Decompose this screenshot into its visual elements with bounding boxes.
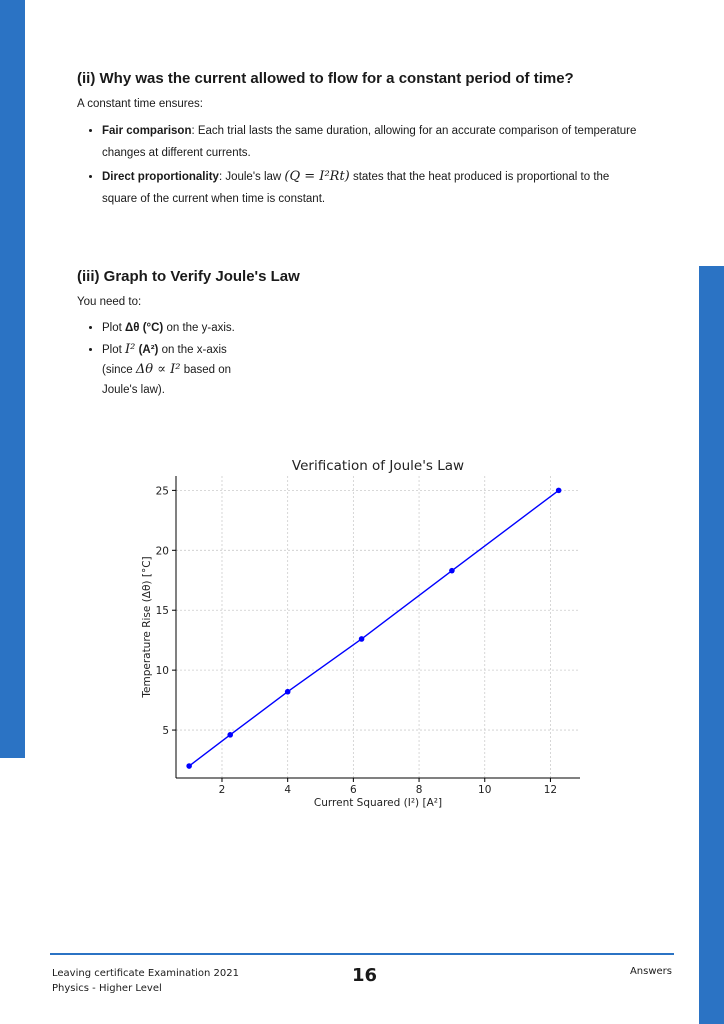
y-tick-label: 20	[155, 545, 169, 558]
data-point	[186, 763, 192, 769]
section-ii	[77, 68, 637, 212]
page-number: 16	[352, 965, 378, 986]
footer-answers-label: Answers	[629, 966, 672, 977]
math-formula: (Q = I²Rt)	[284, 169, 350, 184]
bullet-direct-proportionality	[102, 166, 637, 210]
bullet-bold: Direct proportionality	[102, 171, 219, 183]
data-point	[556, 488, 562, 494]
math-formula: I²	[125, 342, 136, 357]
bullet-bold: (A²)	[135, 344, 159, 356]
bullet-text: Plot	[102, 344, 126, 356]
y-tick-label: 5	[162, 725, 169, 738]
bullet-plot-x	[102, 340, 377, 400]
chart-title: Verification of Joule's Law	[291, 458, 465, 474]
x-axis-label: Current Squared (I²) [A²]	[313, 797, 443, 809]
section-iii-intro: You need to:	[77, 296, 142, 308]
section-ii-intro: A constant time ensures:	[77, 98, 203, 110]
series-line	[189, 490, 559, 766]
x-tick-label: 10	[478, 784, 492, 796]
math-formula: Δθ ∝ I²	[135, 362, 181, 377]
left-accent-bar	[0, 0, 25, 758]
section-ii-bullets	[77, 120, 637, 210]
section-iii-heading: (iii) Graph to Verify Joule's Law	[77, 268, 300, 285]
bullet-text: based on	[180, 364, 232, 376]
bullet-plot-y	[102, 318, 377, 338]
x-tick-label: 4	[284, 784, 292, 796]
footer-exam-title: Leaving certificate Examination 2021	[52, 968, 240, 979]
right-accent-bar	[699, 266, 724, 1024]
data-point	[359, 636, 365, 642]
section-iii-bullets	[77, 318, 377, 400]
x-tick-label: 6	[350, 784, 357, 796]
y-tick-label: 15	[155, 605, 169, 618]
bullet-text: Plot	[102, 322, 126, 334]
y-tick-label: 25	[155, 485, 169, 498]
bullet-bold: Δθ (°C)	[125, 322, 164, 334]
x-tick-label: 2	[218, 784, 226, 796]
data-point	[227, 732, 233, 738]
x-tick-label: 12	[543, 784, 558, 796]
data-point	[285, 689, 291, 695]
bullet-text: on the y-axis.	[163, 322, 235, 334]
bullet-text: : Each trial lasts the same duration, allowing for an accurate comparison of temperature changes at different currents.	[102, 125, 637, 159]
footer-exam-info	[52, 966, 239, 996]
bullet-text: (since	[102, 364, 136, 376]
footer-subject: Physics - Higher Level	[52, 983, 162, 994]
joule-law-chart	[130, 450, 600, 820]
bullet-text: Joule's law).	[102, 384, 165, 396]
footer-divider	[50, 953, 674, 955]
y-tick-label: 10	[155, 665, 169, 678]
section-iii	[77, 266, 377, 402]
section-ii-heading: (ii) Why was the current allowed to flow for a constant period of time?	[77, 70, 574, 87]
x-tick-label: 8	[415, 784, 423, 796]
bullet-text: on the x-axis	[158, 344, 227, 356]
bullet-bold: Fair comparison	[102, 125, 192, 137]
bullet-text: states that the heat produced is proportional to the square of the current when time is constant.	[102, 171, 610, 205]
y-axis-label: Temperature Rise (Δθ) [°C]	[141, 556, 153, 698]
bullet-text: : Joule's law	[218, 171, 285, 183]
data-point	[449, 568, 455, 574]
bullet-fair-comparison	[102, 120, 637, 164]
